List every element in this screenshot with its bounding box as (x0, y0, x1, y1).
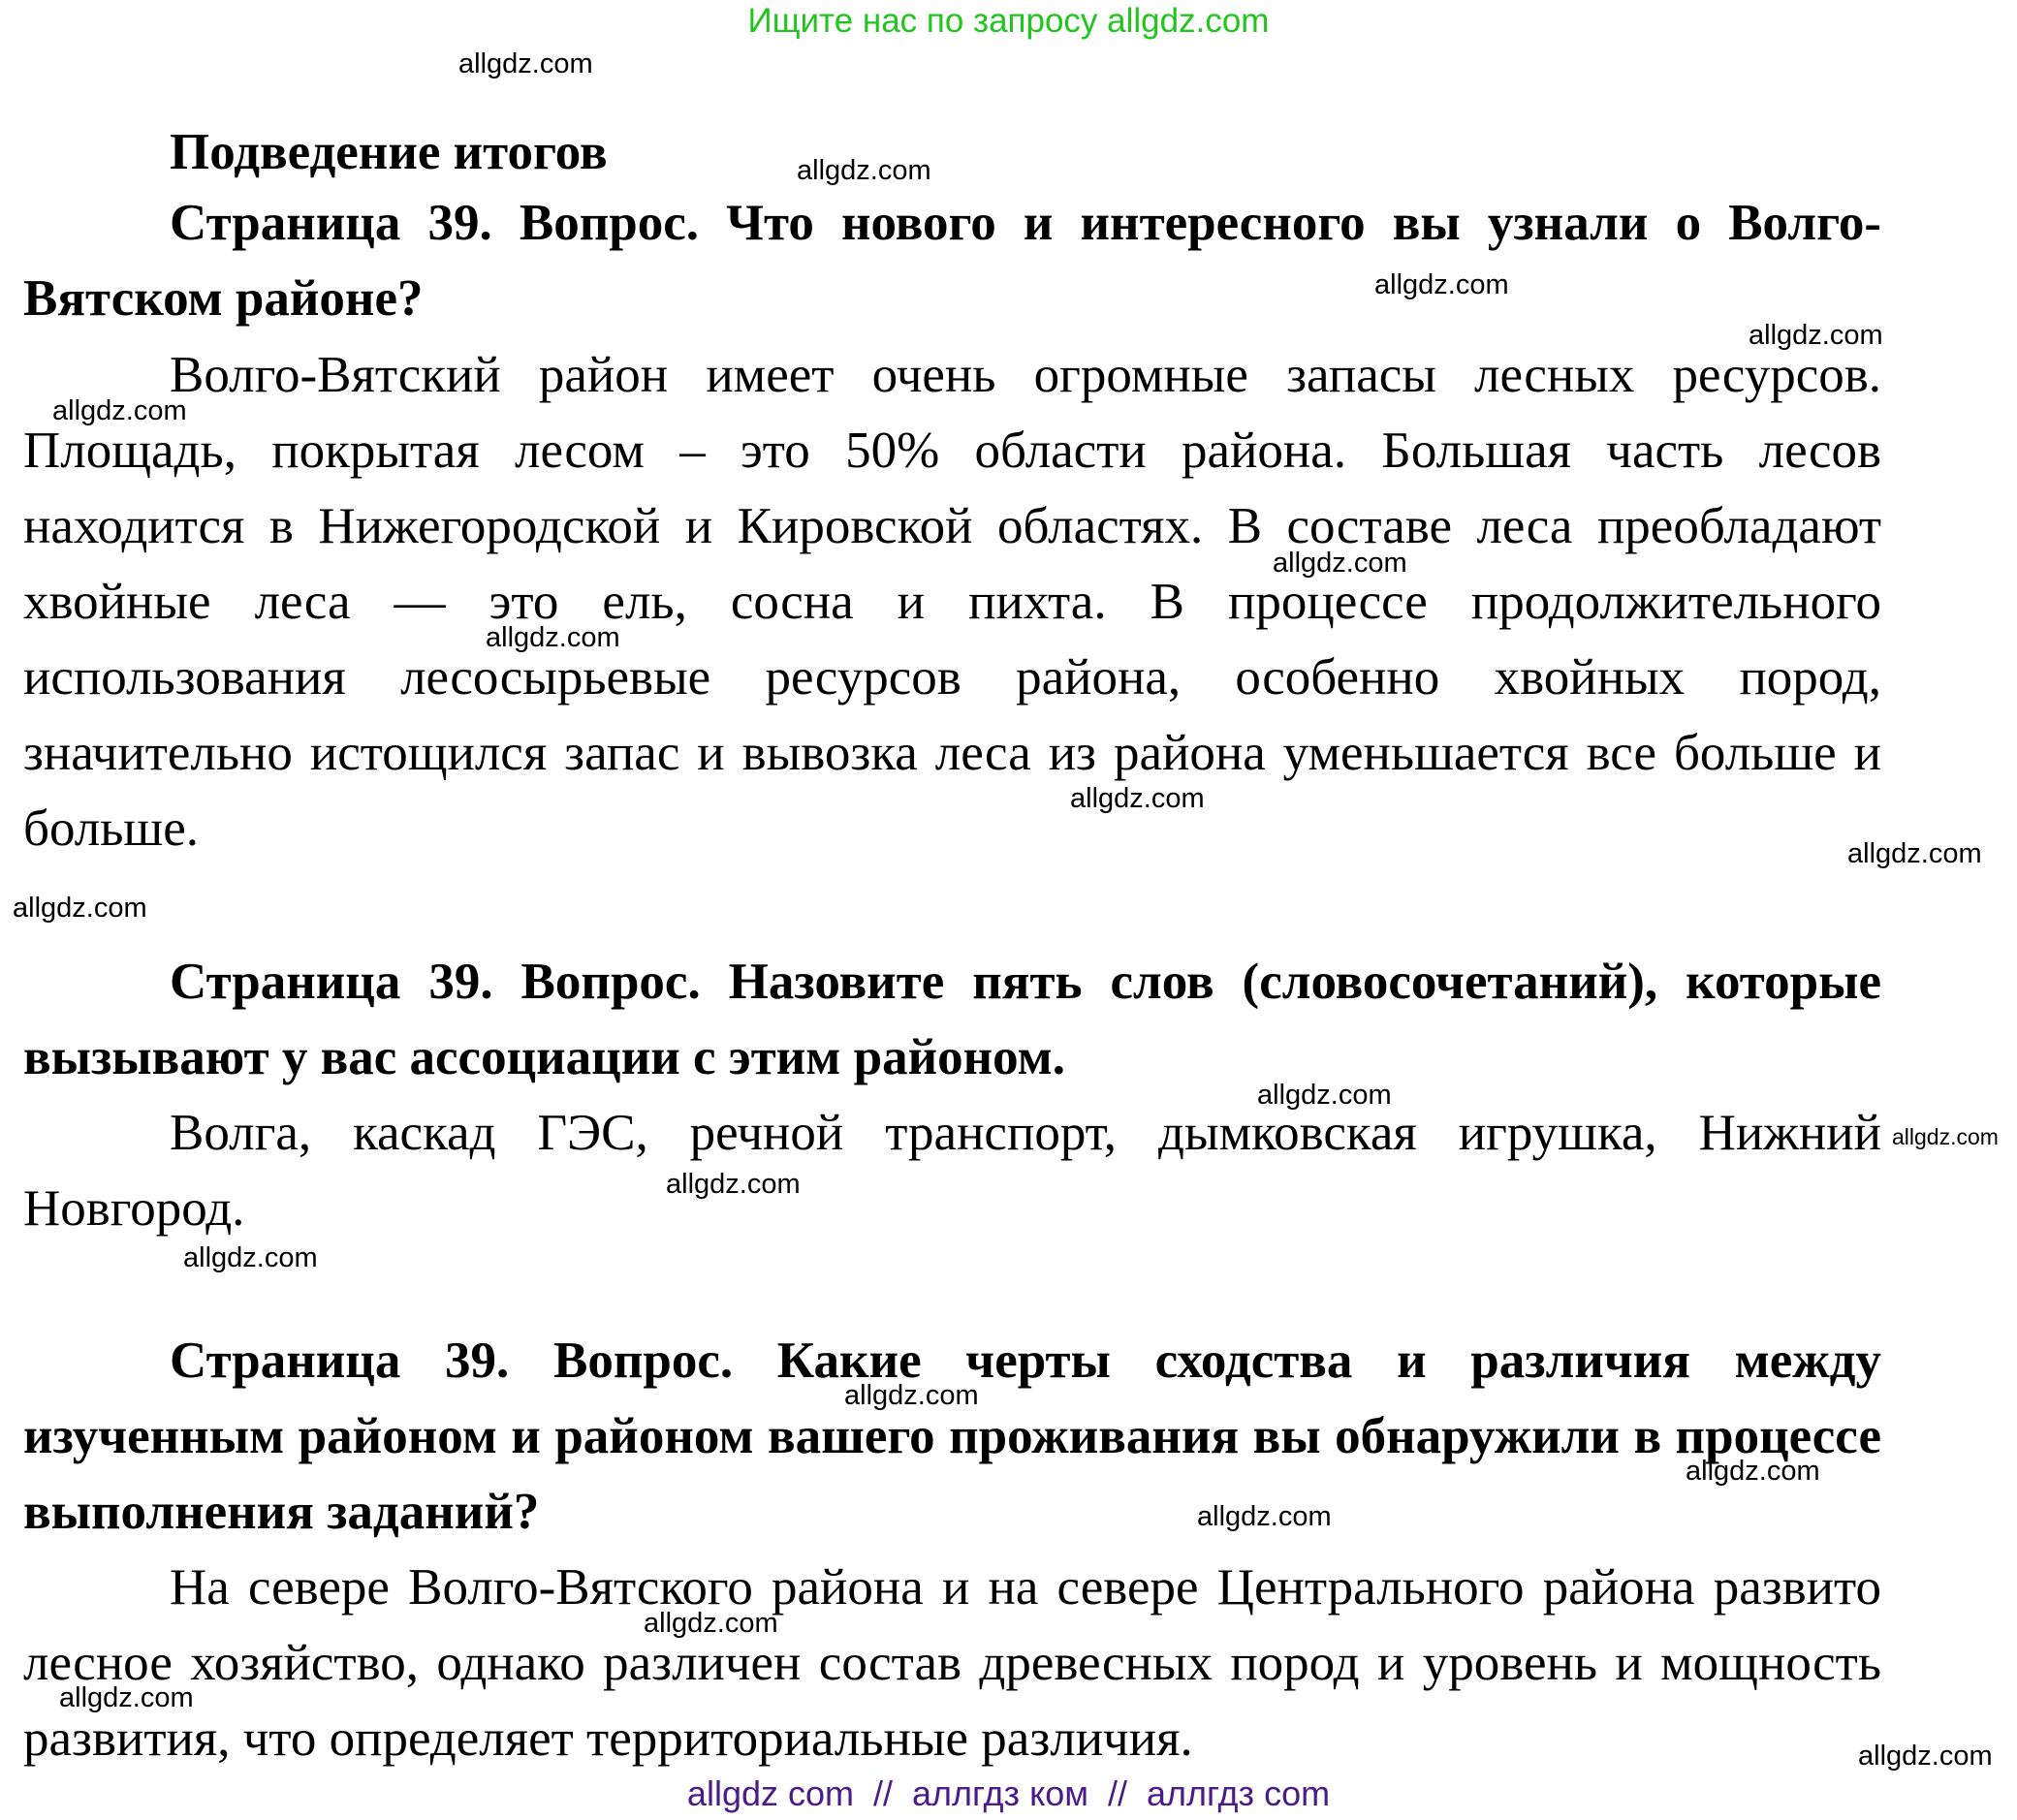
question-1: Страница 39. Вопрос. Что нового и интересного вы узнали о Волго-Вятском районе? (23, 195, 1881, 327)
question-3: Страница 39. Вопрос. Какие черты сходства и различия между изученным районом и районом вашего проживания вы обнаружили в процессе выполнения заданий? (23, 1333, 1881, 1540)
question-2: Страница 39. Вопрос. Назовите пять слов (словосочетаний), которые вызывают у вас ассоциации с этим районом. (23, 954, 1881, 1085)
watermark: allgdz.com (1374, 269, 1509, 300)
watermark: allgdz.com (644, 1608, 778, 1639)
watermark: allgdz.com (1686, 1456, 1820, 1487)
watermark: allgdz.com (458, 48, 593, 79)
watermark: allgdz.com (1257, 1080, 1392, 1111)
search-banner: Ищите нас по запросу allgdz.com (747, 2, 1270, 40)
watermark: allgdz.com (1892, 1124, 1999, 1149)
watermark: allgdz.com (1070, 783, 1205, 814)
watermark: allgdz.com (1273, 548, 1407, 579)
watermark: allgdz.com (52, 395, 187, 426)
watermark: allgdz.com (59, 1682, 194, 1713)
watermark: allgdz.com (13, 893, 147, 924)
watermark: allgdz.com (797, 155, 931, 186)
answer-2: Волга, каскад ГЭС, речной транспорт, дымковская игрушка, Нижний Новгород. (23, 1105, 1881, 1237)
watermark: allgdz.com (1197, 1501, 1332, 1532)
watermark: allgdz.com (666, 1169, 801, 1200)
section-title: Подведение итогов (170, 124, 608, 180)
watermark: allgdz.com (486, 622, 620, 653)
answer-1: Волго-Вятский район имеет очень огромные запасы лесных ресурсов. Площадь, покрытая лесом – это 50% области района. Большая часть лесов находится в Нижегородской и Кировской областях. В составе леса преобладают хвойные леса — это ель, сосна и пихта. В процессе продолжительного использования лесосырьевые ресурсов района, особенно хвойных пород, значительно истощился запас и вывозка леса из района уменьшается все больше и больше. (23, 347, 1881, 857)
footer-links: allgdz com // аллгдз ком // аллгдз com (686, 1773, 1331, 1813)
watermark: allgdz.com (1847, 838, 1982, 869)
watermark: allgdz.com (844, 1380, 979, 1411)
watermark: allgdz.com (183, 1242, 318, 1273)
watermark: allgdz.com (1858, 1741, 1993, 1772)
watermark: allgdz.com (1749, 320, 1883, 351)
answer-3: На севере Волго-Вятского района и на севере Центрального района развито лесное хозяйство, однако различен состав древесных пород и уровень и мощность развития, что определяет территориальные различия. (23, 1559, 1881, 1767)
